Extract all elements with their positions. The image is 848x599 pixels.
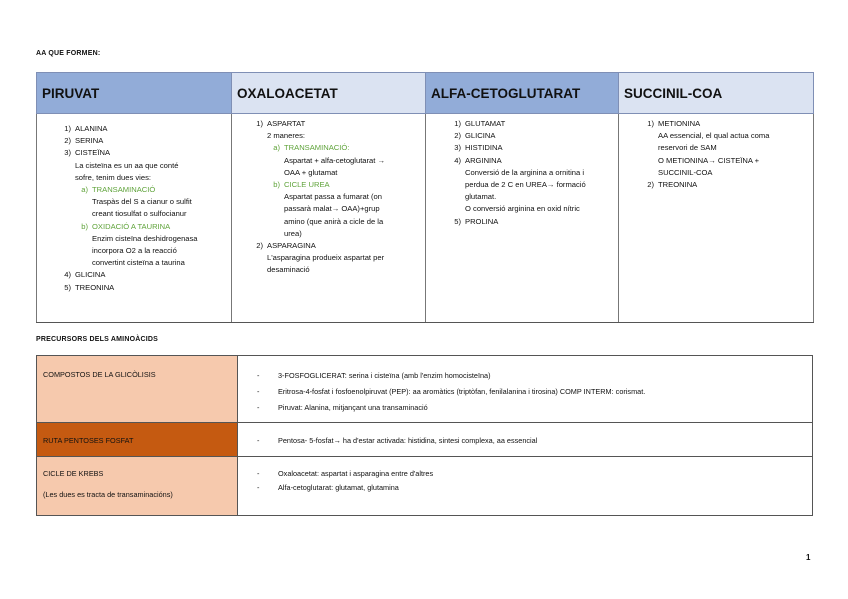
list-item: 5) TREONINA bbox=[64, 282, 115, 292]
list-item: 3) HISTIDINA bbox=[454, 143, 503, 153]
list-item: - 3-FOSFOGLICERAT: serina i cisteïna (amb l'enzim homocisteïna) bbox=[257, 370, 812, 381]
cell-piruvat: 1) ALANINA 2) SERINA 3) CISTEÏNA La cisteïna es un aa que conté sofre, tenim dues vies: a) TRANSAMINACIÓ Traspàs del S a cianur o sulfit creant tiosulfat o sulfocianur b) OXIDACIÓ A TAURINA Enzim cisteïna deshidrogenasa incorpora O2 a la reacció convertint cisteïna a taurina 4) GLICINA 5) TREONINA bbox=[37, 114, 232, 323]
list-item: 1) GLUTAMAT bbox=[454, 119, 506, 128]
col-header-alfa-cetoglutarat: ALFA-CETOGLUTARAT bbox=[426, 73, 619, 114]
list-item: 1) METIONINA bbox=[647, 119, 701, 128]
list-item: a) TRANSAMINACIÓ bbox=[81, 185, 156, 195]
list-item: 4) ARGININA bbox=[454, 155, 502, 165]
list-item: 2) GLICINA bbox=[454, 131, 496, 141]
list-item: 1) ASPARTAT bbox=[256, 119, 306, 128]
col-header-succinil-coa: SUCCINIL-COA bbox=[619, 73, 814, 114]
section-heading-aa: AA QUE FORMEN: bbox=[36, 50, 101, 57]
page-number: 1 bbox=[806, 553, 811, 562]
list-item: - Eritrosa-4-fosfat i fosfoenolpiruvat (PEP): aa aromàtics (triptòfan, fenilalanina i tirosina) COMP INTERM: corismat. bbox=[257, 386, 812, 397]
list-item: 5) PROLINA bbox=[454, 216, 499, 226]
row-content-pentoses bbox=[238, 423, 813, 457]
list-item: - Oxaloacetat: aspartat i asparagina entre d'altres bbox=[257, 468, 812, 479]
col-header-oxaloacetat: OXALOACETAT bbox=[232, 73, 426, 114]
list-item: - Pentosa- 5-fosfat→ ha d'estar activada: histidina, sintesi complexa, aa essencial bbox=[257, 435, 812, 446]
list-item: 1) ALANINA bbox=[64, 124, 108, 133]
row-label-krebs: CICLE DE KREBS (Les dues es tracta de transaminacións) bbox=[37, 457, 238, 516]
list-item: 4) GLICINA bbox=[64, 270, 106, 280]
list-item: 2) SERINA bbox=[64, 136, 104, 146]
cell-succinil-coa: 1) METIONINA AA essencial, el qual actua coma reservori de SAM O METIONINA→ CISTEÏNA + SUCCINIL-COA 2) TREONINA bbox=[619, 114, 814, 323]
precursors-table bbox=[36, 355, 813, 516]
cell-oxaloacetat: 1) ASPARTAT 2 maneres: a) TRANSAMINACIÓ: Aspartat + alfa-cetoglutarat → OAA + glutamat b) CICLE UREA Aspartat passa a fumarat (on passarà malat→ OAA)+grup amino (que anirà a cicle de la urea) 2) ASPARAGINA L'asparagina produeix aspartat per desaminació bbox=[232, 114, 426, 323]
row-label-pentoses: RUTA PENTOSES FOSFAT bbox=[37, 423, 238, 457]
section-heading-precursors: PRECURSORS DELS AMINOÀCIDS bbox=[36, 336, 159, 343]
list-item: a) TRANSAMINACIÓ: bbox=[273, 143, 350, 153]
list-item: - Piruvat: Alanina, mitjançant una transaminació bbox=[257, 402, 812, 413]
row-label-glicolisi: COMPOSTOS DE LA GLICÒLISIS bbox=[37, 356, 238, 423]
list-item: 3) CISTEÏNA bbox=[64, 148, 111, 158]
list-item: b) OXIDACIÓ A TAURINA bbox=[81, 221, 171, 231]
cell-alfa-cetoglutarat: 1) GLUTAMAT 2) GLICINA 3) HISTIDINA 4) ARGININA Conversió de la arginina a ornitina i perdua de 2 C en UREA→ formació glutamat. O conversió arginina en oxid nítric 5) PROLINA bbox=[426, 114, 619, 323]
amino-acids-table bbox=[36, 72, 814, 323]
list-item: 2) TREONINA bbox=[647, 180, 698, 190]
col-header-piruvat: PIRUVAT bbox=[37, 73, 232, 114]
list-item: b) CICLE UREA bbox=[273, 180, 330, 190]
list-item: - Alfa-cetoglutarat: glutamat, glutamina bbox=[257, 482, 812, 493]
list-item: 2) ASPARAGINA bbox=[256, 241, 316, 251]
row-content-krebs bbox=[238, 457, 813, 516]
row-content-glicolisi bbox=[238, 356, 813, 423]
